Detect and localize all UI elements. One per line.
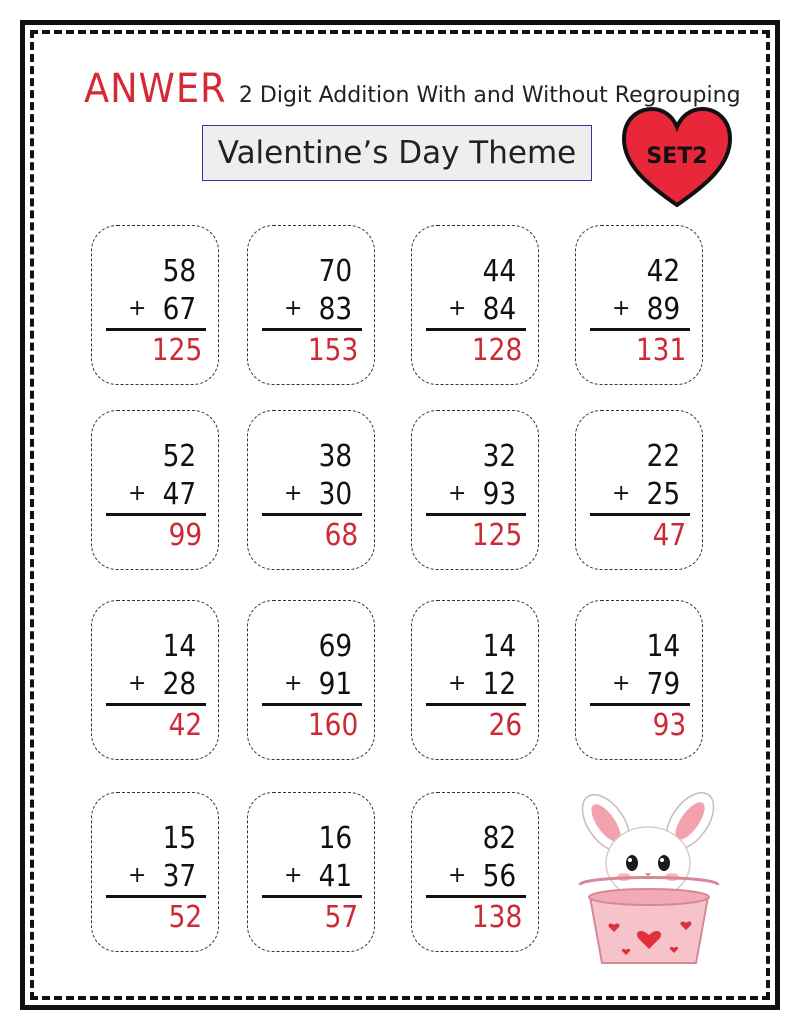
sum-line (106, 328, 206, 331)
addend-bottom: 30 (318, 477, 352, 512)
answer-value: 47 (652, 518, 686, 553)
problem-card (411, 792, 539, 952)
problem-card (411, 600, 539, 760)
set-badge (618, 105, 736, 213)
addend-top: 42 (646, 254, 680, 289)
addend-top: 38 (318, 439, 352, 474)
sum-line (106, 703, 206, 706)
answer-value: 153 (307, 333, 358, 368)
answer-key-label: ANWER (84, 66, 227, 112)
problem-card (575, 410, 703, 570)
set-badge-label: SET2 (646, 144, 708, 169)
problem-card (411, 225, 539, 385)
plus-sign: + (128, 296, 147, 321)
addend-top: 15 (162, 821, 196, 856)
sum-line (262, 328, 362, 331)
bunny-in-bucket-icon (568, 785, 730, 970)
answer-value: 26 (488, 708, 522, 743)
answer-value: 93 (652, 708, 686, 743)
addend-bottom: 79 (646, 667, 680, 702)
addend-bottom: 47 (162, 477, 196, 512)
sum-line (426, 895, 526, 898)
problem-card (247, 792, 375, 952)
worksheet-title: 2 Digit Addition With and Without Regrouping (238, 83, 741, 108)
sum-line (590, 703, 690, 706)
sum-line (590, 513, 690, 516)
plus-sign: + (612, 481, 631, 506)
addend-top: 69 (318, 629, 352, 664)
addend-top: 44 (482, 254, 516, 289)
plus-sign: + (128, 863, 147, 888)
plus-sign: + (128, 671, 147, 696)
problem-card (91, 792, 219, 952)
addend-top: 70 (318, 254, 352, 289)
problem-card (91, 410, 219, 570)
answer-value: 42 (168, 708, 202, 743)
sum-line (426, 513, 526, 516)
sum-line (262, 703, 362, 706)
addend-top: 14 (162, 629, 196, 664)
addend-bottom: 25 (646, 477, 680, 512)
addend-top: 32 (482, 439, 516, 474)
plus-sign: + (448, 863, 467, 888)
answer-value: 128 (471, 333, 522, 368)
addend-top: 58 (162, 254, 196, 289)
answer-value: 68 (324, 518, 358, 553)
answer-value: 99 (168, 518, 202, 553)
problem-card (247, 410, 375, 570)
problem-card (247, 225, 375, 385)
problem-card (411, 410, 539, 570)
plus-sign: + (284, 296, 303, 321)
sum-line (262, 513, 362, 516)
problem-card (91, 600, 219, 760)
addend-top: 16 (318, 821, 352, 856)
answer-value: 57 (324, 900, 358, 935)
plus-sign: + (284, 481, 303, 506)
theme-banner: Valentine’s Day Theme (202, 125, 592, 181)
sum-line (106, 513, 206, 516)
plus-sign: + (612, 671, 631, 696)
sum-line (590, 328, 690, 331)
plus-sign: + (448, 671, 467, 696)
addend-bottom: 84 (482, 292, 516, 327)
heart-icon (618, 105, 736, 213)
addend-bottom: 37 (162, 859, 196, 894)
addend-bottom: 83 (318, 292, 352, 327)
addend-bottom: 56 (482, 859, 516, 894)
addend-top: 52 (162, 439, 196, 474)
sum-line (426, 703, 526, 706)
plus-sign: + (128, 481, 147, 506)
answer-value: 160 (307, 708, 358, 743)
addend-bottom: 41 (318, 859, 352, 894)
addend-bottom: 67 (162, 292, 196, 327)
addend-top: 82 (482, 821, 516, 856)
plus-sign: + (448, 296, 467, 321)
problem-card (247, 600, 375, 760)
plus-sign: + (448, 481, 467, 506)
addend-bottom: 91 (318, 667, 352, 702)
addend-bottom: 93 (482, 477, 516, 512)
problem-card (575, 225, 703, 385)
addend-top: 14 (482, 629, 516, 664)
answer-value: 125 (151, 333, 202, 368)
plus-sign: + (284, 863, 303, 888)
answer-value: 138 (471, 900, 522, 935)
answer-value: 52 (168, 900, 202, 935)
addend-top: 22 (646, 439, 680, 474)
sum-line (426, 328, 526, 331)
addend-bottom: 12 (482, 667, 516, 702)
plus-sign: + (612, 296, 631, 321)
sum-line (262, 895, 362, 898)
plus-sign: + (284, 671, 303, 696)
answer-value: 131 (635, 333, 686, 368)
problem-card (91, 225, 219, 385)
problem-card (575, 600, 703, 760)
sum-line (106, 895, 206, 898)
addend-top: 14 (646, 629, 680, 664)
addend-bottom: 89 (646, 292, 680, 327)
answer-value: 125 (471, 518, 522, 553)
addend-bottom: 28 (162, 667, 196, 702)
